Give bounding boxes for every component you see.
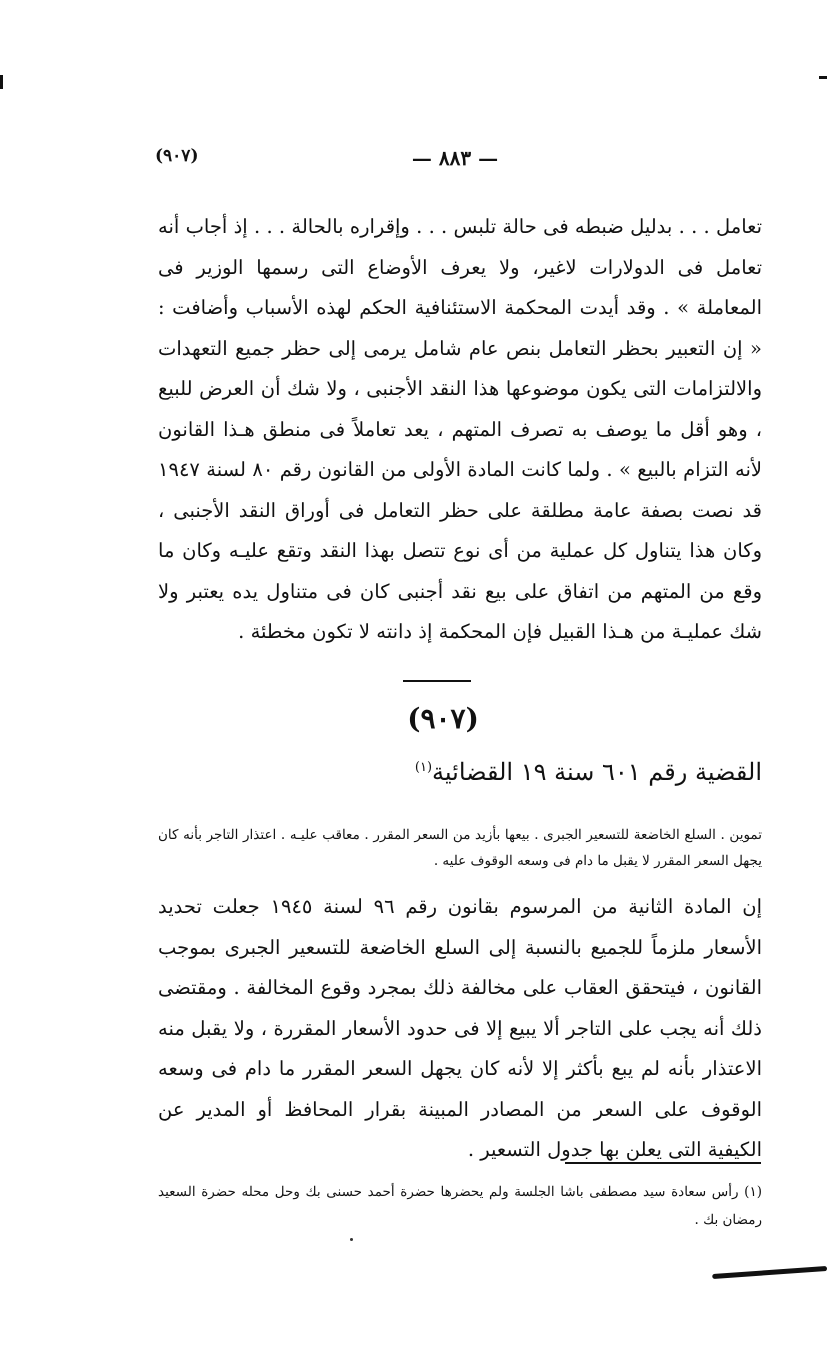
page-header bbox=[155, 146, 755, 176]
case-title bbox=[330, 758, 762, 786]
decision-reference: (٩٠٧) bbox=[155, 146, 199, 166]
ink-stroke bbox=[712, 1266, 827, 1279]
case-number-heading: (٩٠٧) bbox=[407, 702, 479, 735]
body-paragraph-continued: تعامل . . . بدليل ضبطه فى حالة تلبس . . . وإقراره بالحالة . . . إذ أجاب أنه تعامل فى الدولارات لاغير، ولا يعرف الأوضاع التى رسمها الوزير فى المعاملة » . وقد أيدت المحكمة الاستئنافية الحكم لهذه الأسباب وأضافت : « إن التعبير بحظر التعامل بنص عام شامل يرمى إلى حظر جميع التعهدات والالتزامات التى يكون موضوعها هذا النقد الأجنبى ، ولا شك أن العرض للبيع ، وهو أقل ما يوصف به تصرف المتهم ، يعد تعاملاً فى منطق هـذا القانون لأنه التزام بالبيع » . ولما كانت المادة الأولى من القانون رقم ٨٠ لسنة ١٩٤٧ قد نصت بصفة عامة مطلقة على حظر التعامل فى أوراق النقد الأجنبى ، وكان هذا يتناول كل عملية من أى نوع تتصل بهذا النقد وتقع عليـه وكان ما وقع من المتهم من اتفاق على بيع نقد أجنبى كان فى متناول يده يعتبر ولا شك عمليـة من هـذا القبيل فإن المحكمة إذ دانته لا تكون مخطئة . bbox=[158, 215, 763, 643]
page-number: — ٨٨٣ — bbox=[411, 146, 499, 170]
scan-edge-mark bbox=[0, 75, 3, 89]
footnote-divider bbox=[565, 1162, 761, 1164]
scan-edge-mark bbox=[819, 76, 827, 79]
case-summary: تموين . السلع الخاضعة للتسعير الجبرى . بيعها بأزيد من السعر المقرر . معاقب عليـه . اعتذار التاجر بأنه كان يجهل السعر المقرر لا يقبل ما دام فى وسعه الوقوف عليه . bbox=[158, 827, 762, 869]
footnote-marker: (١) bbox=[414, 760, 433, 775]
case-title-text: القضية رقم ٦٠١ سنة ١٩ القضائية bbox=[432, 758, 762, 786]
ink-speck bbox=[350, 1238, 353, 1241]
section-divider bbox=[403, 680, 471, 682]
footnote: (١) رأس سعادة سيد مصطفى باشا الجلسة ولم يحضرها حضرة أحمد حسنى بك وحل محله حضرة السعيد رمضان بك . bbox=[158, 1184, 762, 1228]
body-paragraph-ruling: إن المادة الثانية من المرسوم بقانون رقم ٩٦ لسنة ١٩٤٥ جعلت تحديد الأسعار ملزماً للجميع بالنسبة إلى السلع الخاضعة للتسعير الجبرى بموجب القانون ، فيتحقق العقاب على مخالفة ذلك بمجرد وقوع المخالفة . ومقتضى ذلك أنه يجب على التاجر ألا يبيع إلا فى حدود الأسعار المقررة ، ولا يقبل منه الاعتذار بأنه لم يبع بأكثر إلا لأنه كان يجهل السعر المقرر ما دام فى وسعه الوقوف على السعر من المصادر المبينة بقرار المحافظ أو المدير عن الكيفية التى يعلن بها جدول التسعير . bbox=[158, 895, 763, 1161]
